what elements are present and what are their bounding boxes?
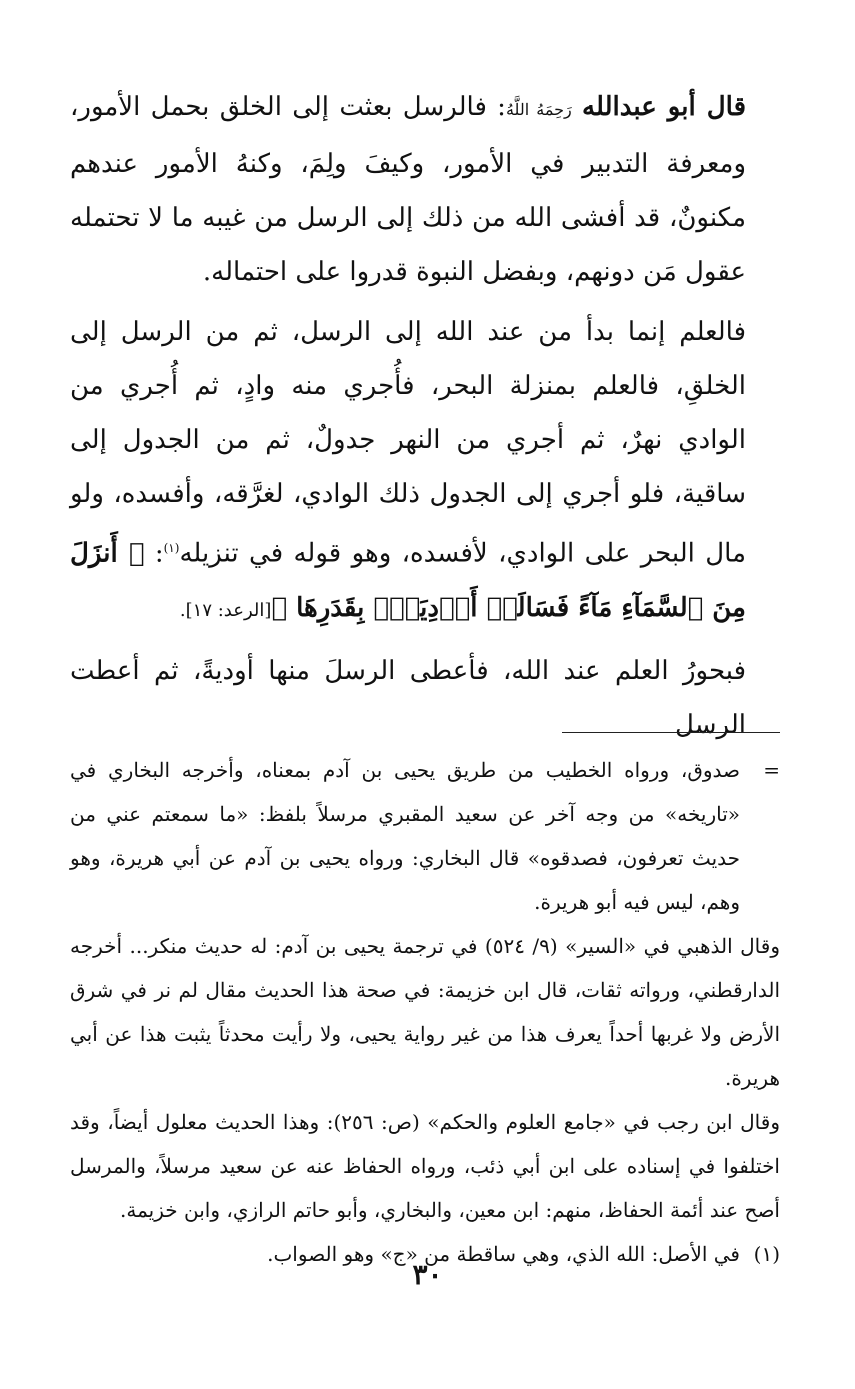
footnote-continuation xyxy=(70,748,780,924)
page-number: ٣٠ xyxy=(412,1258,443,1291)
page-body xyxy=(70,80,780,1266)
footnote-ibn-rajab xyxy=(70,1100,780,1232)
footnote-1-text: في الأصل: الله الذي، وهي ساقطة من «ج» وهو الصواب. xyxy=(267,1242,740,1266)
honorific-symbol: رَحِمَهُ اللَّهُ xyxy=(505,100,572,119)
speaker-name: قال أبو عبدالله xyxy=(582,92,747,122)
footnote-dhahabi xyxy=(70,924,780,1100)
paragraph-1-text: : فالرسل بعثت إلى الخلق بحمل الأمور، ومعرفة التدبير في الأمور، وكيفَ ولِمَ، وكنهُ الأمور عندهم مكنونٌ، قد أفشى الله من ذلك إلى الرسل من غيبه ما لا تحتمله عقول مَن دونهم، وبفضل النبوة قدروا على احتماله. xyxy=(70,92,746,287)
footnote-dhahabi-text: وقال الذهبي في «السير» (٩/ ٥٢٤) في ترجمة يحيى بن آدم: له حديث منكر... أخرجه الدارقطني، ورواته ثقات، قال ابن خزيمة: في صحة هذا الحديث مقال لم نر في شرق الأرض ولا غربها أحداً يعرف هذا من غير رواية يحيى، ولا رأيت محدثاً يثبت هذا عن أبي هريرة. xyxy=(70,934,780,1090)
footnote-ref-1[interactable]: (١) xyxy=(163,541,180,555)
verse-reference: [الرعد: ١٧]. xyxy=(179,599,272,621)
footnote-continuation-text: صدوق، ورواه الخطيب من طريق يحيى بن آدم بمعناه، وأخرجه البخاري في «تاريخه» من وجه آخر عن سعيد المقبري مرسلاً بلفظ: «ما سمعتم عني من حديث تعرفون، فصدقوه» قال البخاري: ورواه يحيى بن آدم عن أبي هريرة، وهو وهم، ليس فيه أبو هريرة. xyxy=(70,758,740,914)
colon: : xyxy=(144,538,164,569)
paragraph-2-text: فالعلم إنما بدأ من عند الله إلى الرسل، ثم من الرسل إلى الخلقِ، فالعلم بمنزلة البحر، فأُجري منه وادٍ، ثم أُجري من الوادي نهرٌ، ثم أجري من النهر جدولٌ، ثم من الجدول إلى ساقية، فلو أجري إلى الجدول ذلك الوادي، لغرَّقه، وأفسده، ولو مال البحر على الوادي، لأفسده، وهو قوله في تنزيله xyxy=(70,317,747,569)
footnotes xyxy=(70,748,780,1276)
footnote-1-mark: (١) xyxy=(753,1242,780,1266)
paragraph-3-text: فبحورُ العلم عند الله، فأعطى الرسلَ منها أوديةً، ثم أعطت الرسل xyxy=(70,655,746,740)
footnote-ibn-rajab-text: وقال ابن رجب في «جامع العلوم والحكم» (ص: ٢٥٦): وهذا الحديث معلول أيضاً، وقد اختلفوا في إسناده على ابن أبي ذئب، ورواه الحفاظ عنه عن سعيد مرسلاً، والمرسل أصح عند أئمة الحفاظ، منهم: ابن معين، والبخاري، وأبو حاتم الرازي، وابن خزيمة. xyxy=(70,1110,780,1222)
quran-verse: ﴿ أَنزَلَ مِنَ ٱلسَّمَآءِ مَآءً فَسَالَتۡ أَوۡدِيَةُۢ بِقَدَرِهَا ﴾ xyxy=(70,538,746,623)
paragraph-2 xyxy=(70,305,780,638)
footnote-separator xyxy=(562,732,780,733)
main-text xyxy=(70,80,780,752)
paragraph-3 xyxy=(70,644,780,752)
continuation-mark: = xyxy=(763,758,780,782)
paragraph-1 xyxy=(70,80,780,299)
